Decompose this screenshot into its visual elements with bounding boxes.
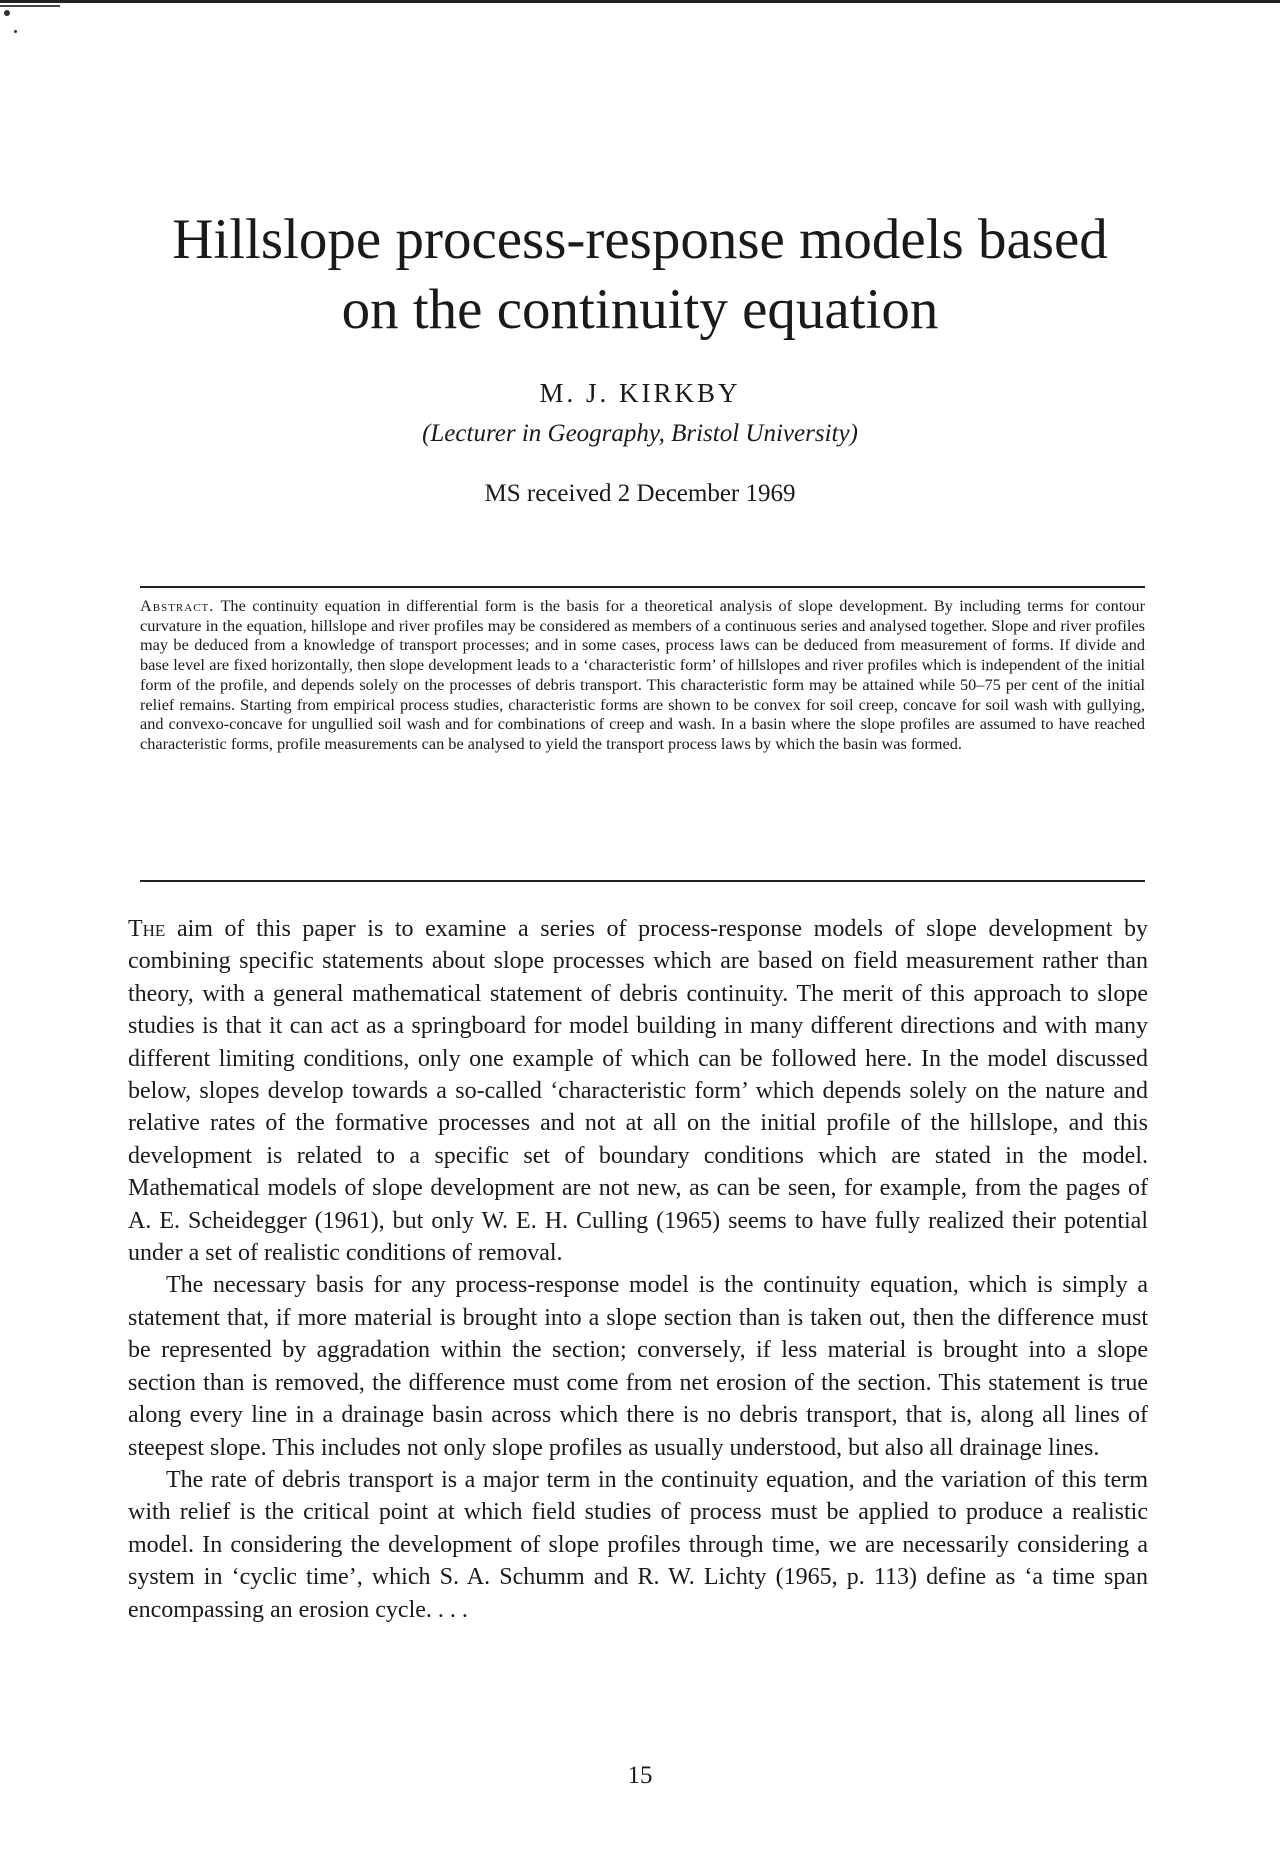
paragraph-3: The rate of debris transport is a major term in the continuity equation, and the variation of this term with relief is the critical point at which field studies of process must be applied to produce a realistic model. In considering the development of slope profiles through time, we are necessarily considering a system in ‘cyclic time’, which S. A. Schumm and R. W. Lichty (1965, p. 113) define as ‘a time span encompassing an erosion cycle. . . .	[128, 1466, 1148, 1623]
abstract-text: The continuity equation in differential form is the basis for a theoretical analysis of slope development. By including terms for contour curvature in the equation, hillslope and river profiles may be considered as members of a continuous series and analysed together. Slope and river profiles may be deduced from a knowledge of transport processes; and in some cases, process laws can be deduced from measurement of forms. If divide and base level are fixed horizontally, then slope development leads to a ‘characteristic form’ of hillslopes and river profiles which is independent of the initial form of the profile, and depends solely on the processes of debris transport. This characteristic form may be attained while 50–75 per cent of the initial relief remains. Starting from empirical process studies, characteristic forms are shown to be convex for soil creep, concave for soil wash with gullying, and convexo-concave for ungullied soil wash and for combinations of creep and wash. In a basin where the slope profiles are assumed to have reached characteristic forms, profile measurements can be analysed to yield the transport process laws by which the basin was formed.	[140, 596, 1145, 753]
scan-speck	[4, 10, 10, 16]
abstract-bottom-rule	[140, 880, 1145, 882]
body-text	[128, 913, 1148, 1626]
abstract-label: Abstract.	[140, 596, 215, 615]
author-name: M. J. KIRKBY	[539, 378, 741, 408]
abstract	[140, 596, 1145, 754]
title-line-2: on the continuity equation	[341, 278, 939, 341]
paragraph-1	[128, 913, 1148, 1269]
paper-title	[100, 205, 1180, 345]
lead-word: The	[128, 916, 166, 942]
scan-speck	[14, 30, 17, 33]
received-date: MS received 2 December 1969	[484, 480, 796, 507]
abstract-top-rule	[140, 586, 1145, 588]
title-line-1: Hillslope process-response models based	[172, 208, 1108, 271]
scan-edge-mark	[0, 5, 60, 7]
scan-edge	[0, 0, 1280, 3]
page-number: 15	[627, 1762, 653, 1789]
author-affiliation: (Lecturer in Geography, Bristol University)	[422, 420, 858, 447]
paragraph-1-text: aim of this paper is to examine a series of process-response models of slope development by combining specific statements about slope processes which are based on field measurement rather than theory, with a general mathematical statement of debris continuity. The merit of this approach to slope studies is that it can act as a springboard for model building in many different directions and with many different limiting conditions, only one example of which can be followed here. In the model discussed below, slopes develop towards a so-called ‘characteristic form’ which depends solely on the nature and relative rates of the formative processes and not at all on the initial profile of the hillslope, and this development is related to a specific set of boundary conditions which are stated in the model. Mathematical models of slope development are not new, as can be seen, for example, from the pages of A. E. Scheidegger (1961), but only W. E. H. Culling (1965) seems to have fully realized their potential under a set of realistic conditions of removal.	[128, 916, 1148, 1267]
paragraph-2: The necessary basis for any process-response model is the continuity equation, which is simply a statement that, if more material is brought into a slope section than is taken out, then the difference must be represented by aggradation within the section; conversely, if less material is brought into a slope section than is removed, the difference must come from net erosion of the section. This statement is true along every line in a drainage basin across which there is no debris transport, that is, along all lines of steepest slope. This includes not only slope profiles as usually understood, but also all drainage lines.	[128, 1272, 1148, 1461]
